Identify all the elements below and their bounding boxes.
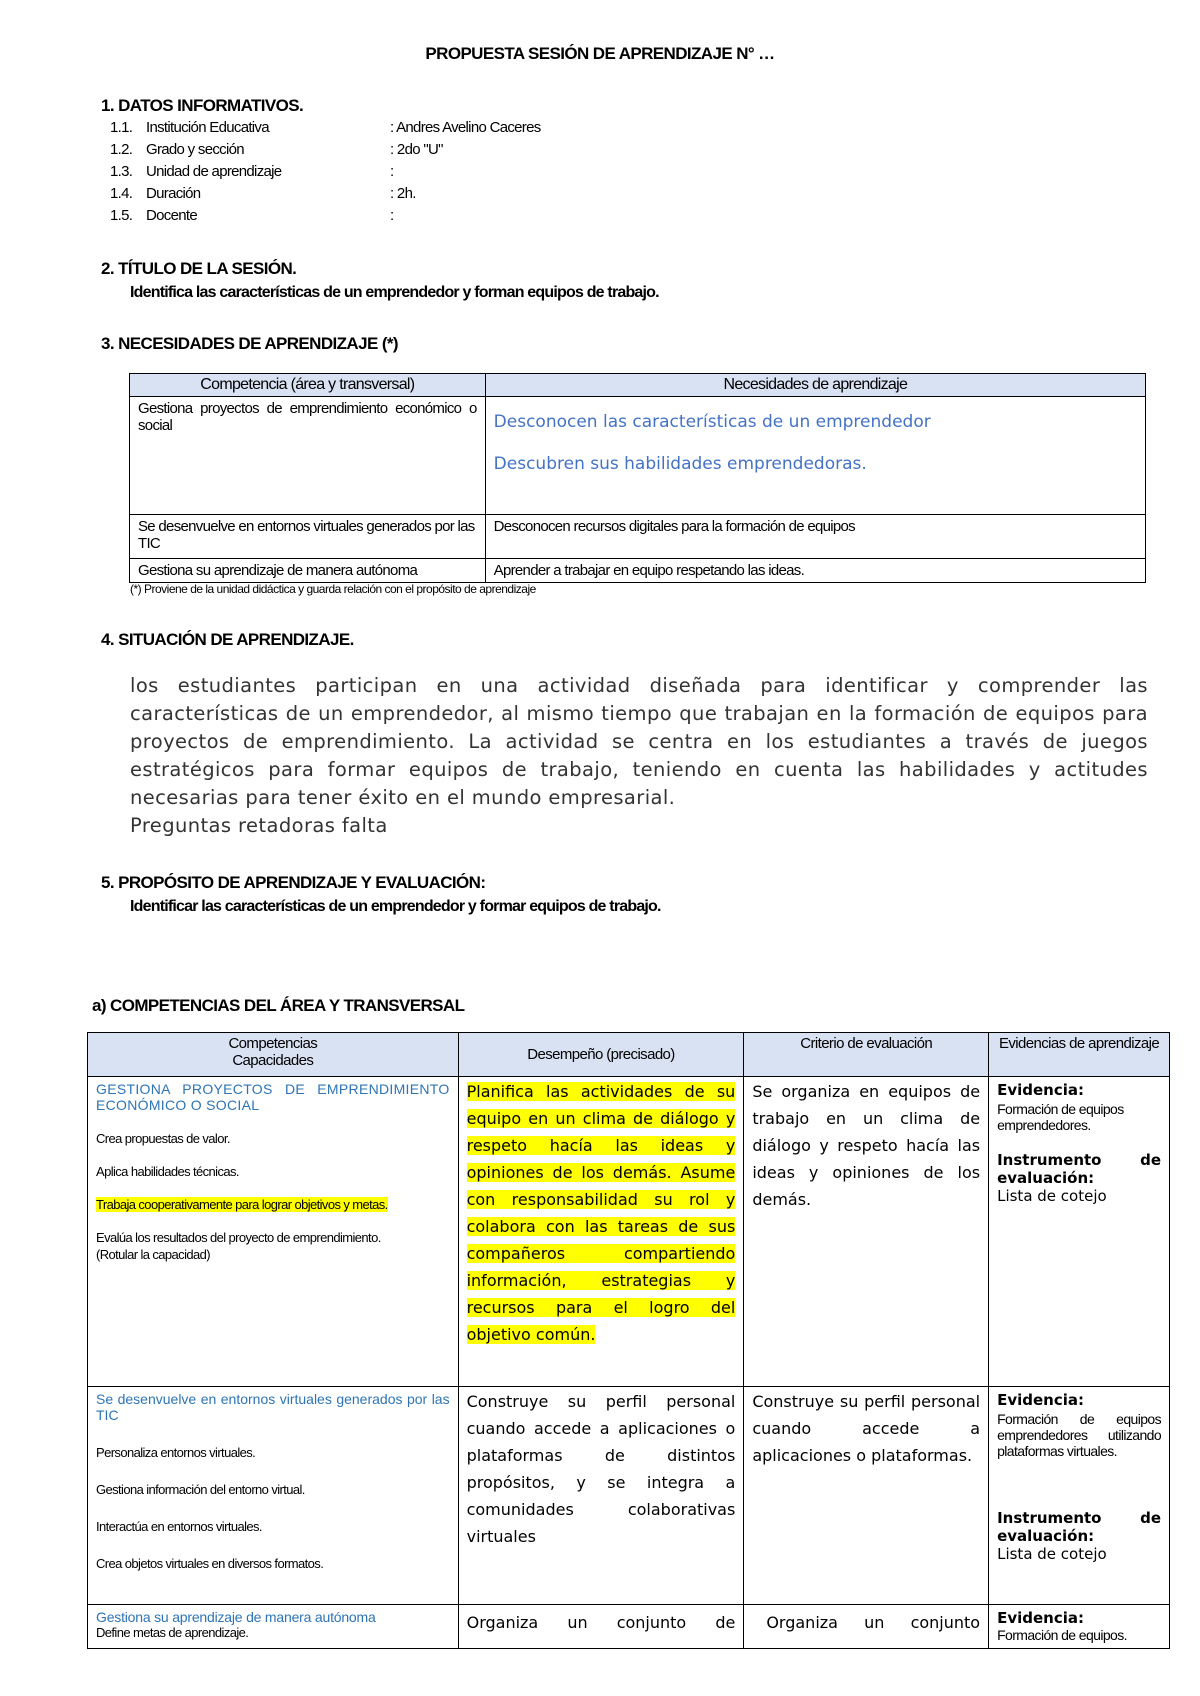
capacidad-item: Evalúa los resultados del proyecto de emprendimiento. <box>96 1230 381 1245</box>
col-header-criterio: Criterio de evaluación <box>744 1033 989 1077</box>
evidencia-label: Evidencia: <box>997 1609 1085 1627</box>
competencia-cell: Gestiona su aprendizaje de manera autónoma <box>130 559 486 583</box>
info-row <box>110 163 1010 185</box>
situation-text-block <box>130 672 1148 840</box>
capacidad-item: Aplica habilidades técnicas. <box>96 1164 239 1179</box>
competencia-cell <box>88 1387 459 1605</box>
capacidad-item: Crea propuestas de valor. <box>96 1131 230 1146</box>
info-num: 1.5. <box>110 207 133 224</box>
competencia-title: GESTIONA PROYECTOS DE EMPRENDIMIENTO ECONÓMICO O SOCIAL <box>96 1081 450 1113</box>
session-title: Identifica las características de un emprendedor y forman equipos de trabajo. <box>130 284 659 301</box>
info-row <box>110 119 1010 141</box>
capacidad-item: Interactúa en entornos virtuales. <box>96 1519 262 1534</box>
col-header-competencia: Competencia (área y transversal) <box>130 374 486 397</box>
competencia-title: Se desenvuelve en entornos virtuales generados por las TIC <box>96 1391 450 1423</box>
section-4-heading: 4. SITUACIÓN DE APRENDIZAJE. <box>101 630 354 649</box>
instrumento-text: Lista de cotejo <box>997 1187 1107 1205</box>
desempeno-cell <box>458 1077 744 1387</box>
situation-extra: Preguntas retadoras falta <box>130 814 388 837</box>
section-3-heading: 3. NECESIDADES DE APRENDIZAJE (*) <box>101 334 398 353</box>
competencia-cell <box>88 1077 459 1387</box>
need-text-2: Descubren sus habilidades emprendedoras. <box>493 454 867 474</box>
capacidad-item: Crea objetos virtuales en diversos formatos. <box>96 1556 324 1571</box>
desempeno-text: Planifica las actividades de su equipo en un clima de diálogo y respeto hacía las ideas y opiniones de los demás. Asume con responsabilidad su rol y colabora con las tareas de sus compañeros compartiendo información, estrategias y recursos para el logro del objetivo común. <box>466 1082 736 1344</box>
criterio-cell: Organiza un conjunto <box>744 1605 989 1649</box>
table-header-row <box>88 1033 1170 1077</box>
evidencia-label: Evidencia: <box>997 1081 1085 1099</box>
info-row <box>110 207 1010 229</box>
criterio-cell: Construye su perfil personal cuando accede a aplicaciones o plataformas. <box>744 1387 989 1605</box>
info-value: : <box>390 163 394 180</box>
capacidad-item: (Rotular la capacidad) <box>96 1247 210 1262</box>
competencia-cell: Gestiona proyectos de emprendimiento económico o social <box>130 397 486 515</box>
competencia-title: Gestiona su aprendizaje de manera autónoma <box>96 1609 376 1625</box>
info-value: : 2do "U" <box>390 141 443 158</box>
info-row <box>110 141 1010 163</box>
desempeno-cell: Organiza un conjunto de <box>458 1605 744 1649</box>
info-num: 1.4. <box>110 185 133 202</box>
col-header-competencias <box>88 1033 459 1077</box>
section-5-heading: 5. PROPÓSITO DE APRENDIZAJE Y EVALUACIÓN: <box>101 873 486 892</box>
info-value: : <box>390 207 394 224</box>
necesidades-cell: Aprender a trabajar en equipo respetando las ideas. <box>485 559 1145 583</box>
purpose-text: Identificar las características de un emprendedor y formar equipos de trabajo. <box>130 898 661 915</box>
competencies-table <box>87 1032 1170 1649</box>
evidencia-text: Formación de equipos emprendedores. <box>997 1101 1124 1133</box>
desempeno-cell: Construye su perfil personal cuando accede a aplicaciones o plataformas de distintos propósitos, y se integra a comunidades colaborativas virtuales <box>458 1387 744 1605</box>
info-label: Grado y sección <box>146 141 244 158</box>
table-row <box>130 515 1146 559</box>
info-label: Unidad de aprendizaje <box>146 163 282 180</box>
section-1-heading: 1. DATOS INFORMATIVOS. <box>101 96 304 115</box>
necesidades-cell <box>485 397 1145 515</box>
table-row <box>88 1387 1170 1605</box>
header-capacidades: Capacidades <box>232 1052 314 1069</box>
table-row <box>130 559 1146 583</box>
info-value: : Andres Avelino Caceres <box>390 119 541 136</box>
instrumento-label: Instrumento de evaluación: <box>997 1509 1161 1545</box>
table-row <box>88 1605 1170 1649</box>
section-2-heading: 2. TÍTULO DE LA SESIÓN. <box>101 259 297 278</box>
evidencia-cell <box>989 1387 1170 1605</box>
table-footnote: (*) Proviene de la unidad didáctica y guarda relación con el propósito de aprendizaje <box>130 582 536 596</box>
capacidad-item: Gestiona información del entorno virtual. <box>96 1482 305 1497</box>
evidencia-text: Formación de equipos emprendedores utilizando plataformas virtuales. <box>997 1411 1161 1459</box>
info-row <box>110 185 1010 207</box>
info-num: 1.3. <box>110 163 133 180</box>
instrumento-text: Lista de cotejo <box>997 1545 1107 1563</box>
criterio-cell: Se organiza en equipos de trabajo en un clima de diálogo y respeto hacía las ideas y opiniones de los demás. <box>744 1077 989 1387</box>
section-a-heading: a) COMPETENCIAS DEL ÁREA Y TRANSVERSAL <box>92 996 465 1015</box>
info-num: 1.1. <box>110 119 133 136</box>
info-label: Duración <box>146 185 201 202</box>
info-list <box>110 119 1010 229</box>
needs-table <box>129 373 1146 583</box>
necesidades-cell: Desconocen recursos digitales para la formación de equipos <box>485 515 1145 559</box>
table-header-row <box>130 374 1146 397</box>
competencia-cell: Se desenvuelve en entornos virtuales generados por las TIC <box>130 515 486 559</box>
info-num: 1.2. <box>110 141 133 158</box>
table-row <box>88 1077 1170 1387</box>
col-header-desempeno: Desempeño (precisado) <box>458 1033 744 1077</box>
instrumento-label: Instrumento de evaluación: <box>997 1151 1161 1187</box>
header-competencias: Competencias <box>228 1035 318 1052</box>
table-row <box>130 397 1146 515</box>
capacidad-item: Trabaja cooperativamente para lograr objetivos y metas. <box>96 1197 388 1212</box>
info-label: Institución Educativa <box>146 119 269 136</box>
col-header-necesidades: Necesidades de aprendizaje <box>485 374 1145 397</box>
capacidad-item: Define metas de aprendizaje. <box>96 1625 249 1640</box>
page-title: PROPUESTA SESIÓN DE APRENDIZAJE N° … <box>425 44 775 63</box>
evidencia-cell <box>989 1077 1170 1387</box>
evidencia-cell <box>989 1605 1170 1649</box>
info-value: : 2h. <box>390 185 416 202</box>
situation-paragraph: los estudiantes participan en una actividad diseñada para identificar y comprender las características de un emprendedor, al mismo tiempo que trabajan en la formación de equipos para proyectos de emprendimiento. La actividad se centra en los estudiantes a través de juegos estratégicos para formar equipos de trabajo, teniendo en cuenta las habilidades y actitudes necesarias para tener éxito en el mundo empresarial. <box>130 674 1148 809</box>
need-text-1: Desconocen las características de un emprendedor <box>493 412 931 432</box>
info-label: Docente <box>146 207 197 224</box>
evidencia-label: Evidencia: <box>997 1391 1085 1409</box>
competencia-cell <box>88 1605 459 1649</box>
capacidad-item: Personaliza entornos virtuales. <box>96 1445 256 1460</box>
evidencia-text: Formación de equipos. <box>997 1627 1127 1643</box>
col-header-evidencias: Evidencias de aprendizaje <box>989 1033 1170 1077</box>
